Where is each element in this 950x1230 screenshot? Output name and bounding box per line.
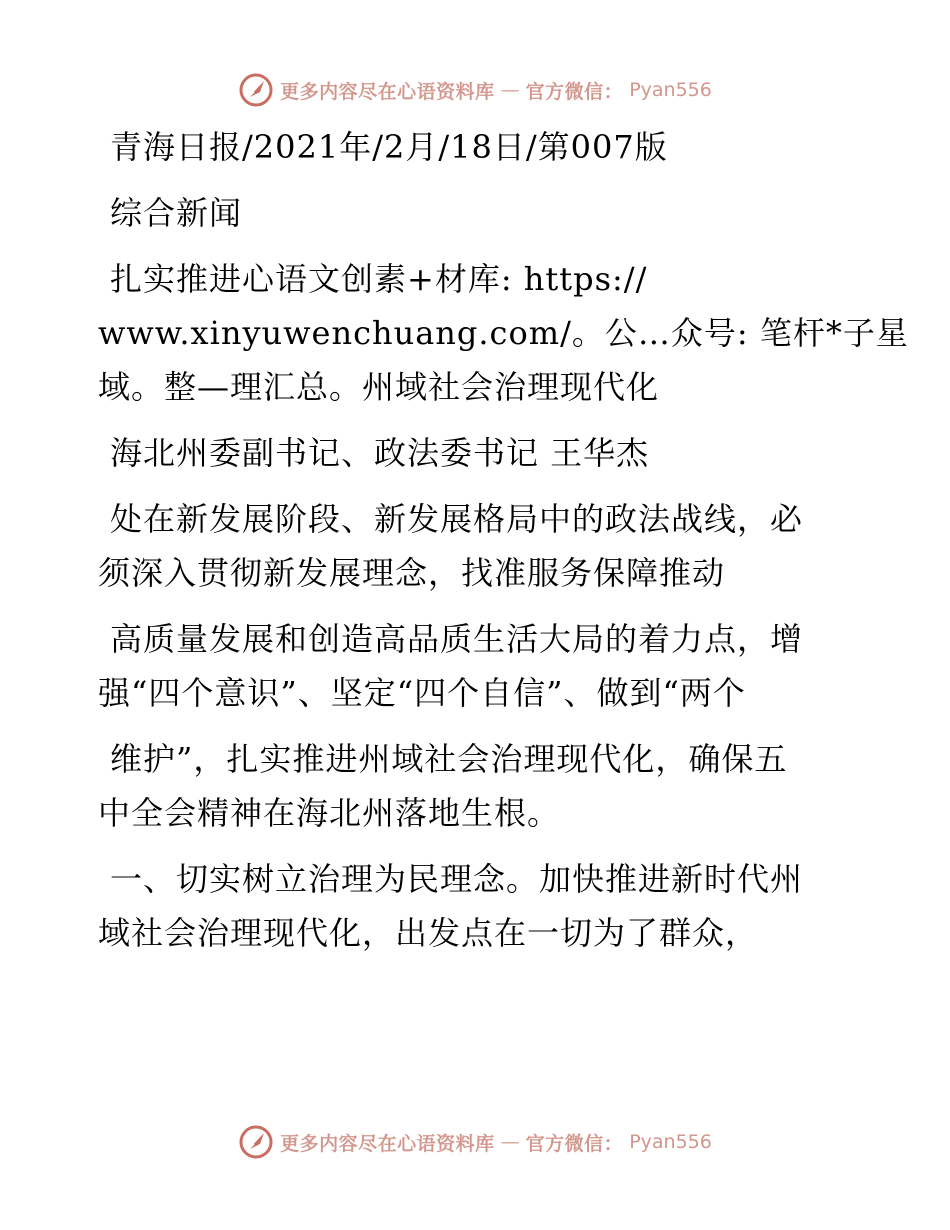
paragraph-1-line-2: 须深入贯彻新发展理念，找准服务保障推动 bbox=[98, 554, 726, 592]
paragraph-4-line-1: 一、切实树立治理为民理念。加快推进新时代州 bbox=[110, 860, 804, 898]
watermark-text: 更多内容尽在心语资料库 bbox=[280, 80, 495, 103]
quill-logo-icon bbox=[238, 72, 274, 108]
watermark-wechat-id: Pyan556 bbox=[629, 1131, 712, 1153]
source-line: 青海日报/2021年/2月/18日/第007版 bbox=[110, 128, 668, 166]
watermark-wechat-label: 官方微信： bbox=[525, 80, 624, 103]
paragraph-4-line-2: 域社会治理现代化，出发点在一切为了群众， bbox=[98, 914, 759, 952]
paragraph-3-line-2: 中全会精神在海北州落地生根。 bbox=[98, 794, 561, 832]
watermark-separator: — bbox=[500, 1131, 520, 1153]
footer-watermark bbox=[0, 1124, 950, 1160]
watermark-separator: — bbox=[500, 79, 520, 101]
paragraph-3-line-1: 维护”，扎实推进州域社会治理现代化，确保五 bbox=[110, 740, 788, 778]
article-title-line-2: www.xinyuwenchuang.com/。公…众号: 笔杆*子星 bbox=[98, 314, 909, 352]
section-label: 综合新闻 bbox=[110, 194, 243, 232]
author-line: 海北州委副书记、政法委书记 王华杰 bbox=[110, 434, 650, 472]
article-title-line-3: 域。整—理汇总。州域社会治理现代化 bbox=[98, 368, 660, 406]
paragraph-1-line-1: 处在新发展阶段、新发展格局中的政法战线，必 bbox=[110, 500, 804, 538]
paragraph-2-line-2: 强“四个意识”、坚定“四个自信”、做到“两个 bbox=[98, 674, 746, 712]
quill-logo-icon bbox=[238, 1124, 274, 1160]
watermark-wechat-label: 官方微信： bbox=[525, 1132, 624, 1155]
watermark-text: 更多内容尽在心语资料库 bbox=[280, 1132, 495, 1155]
document-body bbox=[98, 120, 909, 960]
paragraph-2-line-1: 高质量发展和创造高品质生活大局的着力点，增 bbox=[110, 620, 804, 658]
header-watermark bbox=[0, 72, 950, 108]
watermark-wechat-id: Pyan556 bbox=[629, 79, 712, 101]
article-title-line-1: 扎实推进心语文创素+材库: https:// bbox=[110, 260, 648, 298]
